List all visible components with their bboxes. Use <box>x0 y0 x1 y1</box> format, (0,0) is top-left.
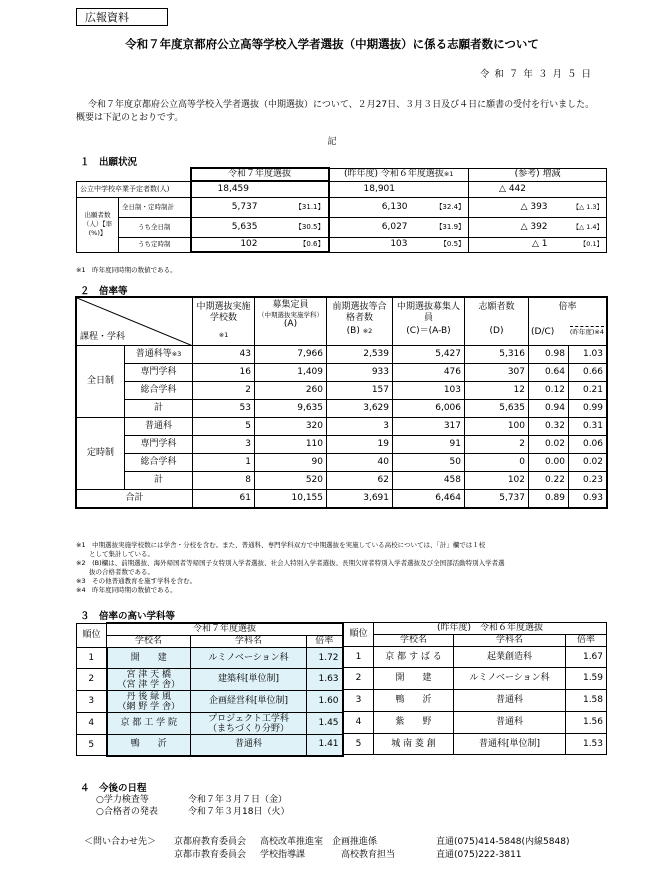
schedule-date: 令和７年３月18日（火） <box>188 807 290 817</box>
cell-ratio: 0.64 <box>529 364 569 382</box>
table-row <box>77 436 607 454</box>
school-cell: 京 都 工 学 院 <box>107 713 191 735</box>
col-prev-text: (昨年度) 令和６年度選抜 <box>344 169 444 179</box>
schedule-list <box>96 794 289 818</box>
sub-label: 専門学科 <box>125 364 193 382</box>
dept-cell: 普通科 <box>454 690 566 712</box>
dept-cell: 普通科 <box>191 735 307 756</box>
note-line: ※1 中期選抜実施学校数には学舎・分校を含む。また、普通科、専門学科双方で中期選抜を実施している高校については、「計」欄では１校 <box>76 541 486 549</box>
cur-value: 102 <box>191 237 261 252</box>
schedule-item <box>96 794 289 806</box>
note-line: 抜の合格者数である。 <box>76 568 154 576</box>
hdr-schools <box>193 298 255 346</box>
hdr-early-code: (B) <box>346 326 360 336</box>
school-cell: 宮 津 天 橋 <box>126 669 172 680</box>
cell-appl: 307 <box>465 364 529 382</box>
note-line: ※4 昨年度同時期の数値である。 <box>76 586 177 594</box>
hdr-early-text: 前期選抜等合格者数 <box>332 302 387 323</box>
cell-early: 40 <box>327 454 393 472</box>
dept-header: 学科名 <box>191 636 307 648</box>
prev-value: 6,130 <box>329 197 411 217</box>
ratio-header: 倍率 <box>566 635 607 647</box>
hdr-early <box>327 298 393 346</box>
note-line: ※2 (B)欄は、前期選抜、海外帰国者等帰国子女特別入学者選抜、社会人特別入学者選抜、長期欠席者特別入学者選抜及び全国部活動特別入学者選 <box>76 559 505 567</box>
cell-schools: 2 <box>193 382 255 400</box>
rank-cell: 4 <box>77 713 107 735</box>
ratio-header: 倍率 <box>307 636 343 648</box>
rank-cell: 4 <box>344 712 374 734</box>
corner-label: 課程・学科 <box>80 332 126 342</box>
cell-appl: 5,635 <box>465 400 529 418</box>
cur-rate: 【30.5】 <box>261 217 329 237</box>
grad-current: 18,459 <box>191 181 329 197</box>
rank-cell: 5 <box>77 735 107 756</box>
sub-label: 総合学科 <box>125 382 193 400</box>
table-row <box>77 713 343 735</box>
cell-appl: 5,316 <box>465 346 529 364</box>
table-row <box>344 690 607 712</box>
group-fulltime: 全日制 <box>77 346 125 418</box>
cell-mid: 458 <box>393 472 465 490</box>
table-row <box>77 382 607 400</box>
cell-early: 157 <box>327 382 393 400</box>
section2-heading: ２ 倍率等 <box>80 286 128 297</box>
hdr-ratio <box>529 298 607 346</box>
cell-ratio: 0.32 <box>529 418 569 436</box>
sub-label: 計 <box>125 472 193 490</box>
section1-note: ※1 昨年度同時期の数値である。 <box>76 266 177 274</box>
cell-ratio: 0.98 <box>529 346 569 364</box>
dept-cell: 普通科 <box>454 712 566 734</box>
dept-cell: 普通科[単位制] <box>454 734 566 755</box>
sub-label: 専門学科 <box>125 436 193 454</box>
sub-label: 普通科等 <box>135 349 172 359</box>
cell-ratio: 0.22 <box>529 472 569 490</box>
hdr-ratio-dc: (D/C) <box>531 326 555 337</box>
cell-early: 3,629 <box>327 400 393 418</box>
contact-dept: 学校指導課 高校教育担当 <box>260 850 396 860</box>
school-header: 学校名 <box>374 635 454 647</box>
school-sub: （網 野 学 舎） <box>117 701 181 712</box>
total-label: 合計 <box>77 490 193 508</box>
cell-mid: 103 <box>393 382 465 400</box>
press-release-tag <box>76 8 168 26</box>
hdr-quota <box>255 298 327 346</box>
contact-org: 京都府教育委員会 <box>174 837 247 847</box>
cell-prev: 0.93 <box>569 490 607 508</box>
cell-prev: 0.06 <box>569 436 607 454</box>
cur-rate: 【31.1】 <box>261 197 329 217</box>
diff-rate: 【△ 1.4】 <box>551 217 607 237</box>
prev-value: 6,027 <box>329 217 411 237</box>
cell-prev: 0.21 <box>569 382 607 400</box>
hdr-mid-code: (C)＝(A-B) <box>406 326 451 336</box>
hdr-schools-text: 中期選抜実施学校数 <box>196 302 251 323</box>
ratio-cell: 1.60 <box>307 691 343 713</box>
cell-quota: 520 <box>255 472 327 490</box>
cell-schools: 5 <box>193 418 255 436</box>
diff-value: △ 392 <box>469 217 551 237</box>
hdr-ratio-prev-mark: ※4 <box>594 328 605 336</box>
hdr-quota-sub: （中期選抜実施学科） <box>258 311 323 319</box>
ratio-cell: 1.63 <box>307 669 343 691</box>
table-row <box>77 364 607 382</box>
hdr-quota-text: 募集定員 <box>272 300 309 310</box>
cell-ratio: 0.89 <box>529 490 569 508</box>
cur-value: 5,635 <box>191 217 261 237</box>
row-label: うち全日制 <box>119 217 191 237</box>
table-row <box>77 197 607 217</box>
cell-quota: 10,155 <box>255 490 327 508</box>
dept-cell: 企画経営科[単位制] <box>191 691 307 713</box>
cell-mid: 476 <box>393 364 465 382</box>
diff-value: △ 393 <box>469 197 551 217</box>
ratio-cell: 1.67 <box>566 647 607 668</box>
table-row <box>77 648 343 669</box>
table-row <box>77 691 343 713</box>
cell-prev: 0.66 <box>569 364 607 382</box>
rank-cell: 3 <box>77 691 107 713</box>
hdr-schools-sub: ※1 <box>218 331 229 339</box>
cell-quota: 1,409 <box>255 364 327 382</box>
ratio-table <box>76 297 607 508</box>
dept-cell: プロジェクト工学科 <box>208 713 289 724</box>
col-prev-mark: ※1 <box>443 170 454 178</box>
table-row <box>77 472 607 490</box>
section4-heading: ４ 今後の日程 <box>80 783 147 794</box>
cell-appl: 12 <box>465 382 529 400</box>
col-prev <box>329 168 469 181</box>
school-header: 学校名 <box>107 636 191 648</box>
school-cell: 城 南 菱 創 <box>374 734 454 755</box>
table-row <box>77 217 607 237</box>
ranking-table-current <box>76 622 344 757</box>
ratio-cell: 1.58 <box>566 690 607 712</box>
contact-line <box>84 849 614 862</box>
cell-appl: 100 <box>465 418 529 436</box>
cell-ratio: 0.12 <box>529 382 569 400</box>
current-title: 令和７年度選抜 <box>107 623 343 636</box>
tag-text: 広報資料 <box>85 11 129 24</box>
cell-early: 933 <box>327 364 393 382</box>
applicants-label: 出願者数（人）【率(%)】 <box>77 197 119 252</box>
diff-value: △ 1 <box>469 237 551 252</box>
school-cell: 紫 野 <box>374 712 454 734</box>
diff-rate: 【0.1】 <box>551 237 607 252</box>
note-line: ※3 その他普通教育を施す学科を含む。 <box>76 577 197 585</box>
table-row <box>77 346 607 364</box>
hdr-early-sub: ※2 <box>362 327 373 335</box>
table-row <box>344 712 607 734</box>
cell-prev: 1.03 <box>569 346 607 364</box>
grad-prev: 18,901 <box>329 181 469 197</box>
ratio-cell: 1.72 <box>307 648 343 669</box>
ratio-cell: 1.53 <box>566 734 607 755</box>
section1-heading: １ 出願状況 <box>80 157 138 168</box>
schedule-label: ○学力検査等 <box>96 795 149 805</box>
sub-mark: ※3 <box>171 350 182 358</box>
cell-quota: 7,966 <box>255 346 327 364</box>
hdr-appl-text: 志願者数 <box>478 302 515 312</box>
table-row <box>344 668 607 690</box>
cell-schools: 61 <box>193 490 255 508</box>
schedule-label: ○合格者の発表 <box>96 807 158 817</box>
rank-cell: 5 <box>344 734 374 755</box>
cell-appl: 0 <box>465 454 529 472</box>
cell-ratio: 0.02 <box>529 436 569 454</box>
cell-early: 62 <box>327 472 393 490</box>
contact-dept: 高校改革推進室 企画推進係 <box>260 837 378 847</box>
cell-schools: 53 <box>193 400 255 418</box>
contact-block <box>84 836 614 862</box>
hdr-mid <box>393 298 465 346</box>
section3-heading: ３ 倍率の高い学科等 <box>80 611 176 622</box>
ratio-cell: 1.41 <box>307 735 343 756</box>
hdr-mid-text: 中期選抜募集人員 <box>396 302 460 323</box>
cell-prev: 0.02 <box>569 454 607 472</box>
cell-quota: 90 <box>255 454 327 472</box>
table-row <box>77 237 607 252</box>
cell-early: 3 <box>327 418 393 436</box>
total-row <box>77 490 607 508</box>
hdr-ratio-prev: (昨年度) <box>569 328 595 336</box>
col-current: 令和７年度選抜 <box>191 168 329 181</box>
section2-notes <box>76 541 616 595</box>
corner-cell <box>77 168 191 181</box>
cell-appl: 5,737 <box>465 490 529 508</box>
cell-schools: 8 <box>193 472 255 490</box>
school-cell: 鴨 沂 <box>374 690 454 712</box>
hdr-ratio-text: 倍率 <box>558 302 577 312</box>
table-row <box>344 647 607 668</box>
school-sub: （宮 津 学 舎） <box>117 679 181 690</box>
col-diff: (参考) 増減 <box>469 168 607 181</box>
cell-appl: 102 <box>465 472 529 490</box>
sub-label: 計 <box>125 400 193 418</box>
dept-cell: ルミノベーション科 <box>454 668 566 690</box>
page-title: 令和７年度京都府公立高等学校入学者選抜（中期選抜）に係る志願者数について <box>125 37 539 51</box>
rank-cell: 1 <box>77 648 107 669</box>
row-label: 全日制・定時制計 <box>119 197 191 217</box>
cell-appl: 2 <box>465 436 529 454</box>
ratio-cell: 1.45 <box>307 713 343 735</box>
cell-schools: 43 <box>193 346 255 364</box>
hdr-appl-code: (D) <box>489 326 504 336</box>
cell-quota: 260 <box>255 382 327 400</box>
contact-tel: 直通(075)222-3811 <box>436 850 522 860</box>
school-cell: 丹 後 緑 風 <box>126 691 172 702</box>
cell-ratio: 0.94 <box>529 400 569 418</box>
cell-schools: 3 <box>193 436 255 454</box>
prev-rate: 【32.4】 <box>411 197 469 217</box>
contact-line <box>84 836 614 849</box>
contact-org: 京都市教育委員会 <box>174 850 247 860</box>
cell-early: 19 <box>327 436 393 454</box>
cell-prev: 0.31 <box>569 418 607 436</box>
release-date: 令 和 ７ 年 ３ 月 ５ 日 <box>479 69 592 80</box>
sub-label: 普通科 <box>125 418 193 436</box>
cell-mid: 91 <box>393 436 465 454</box>
ratio-cell: 1.59 <box>566 668 607 690</box>
cell-quota: 110 <box>255 436 327 454</box>
rank-cell: 3 <box>344 690 374 712</box>
cell-ratio: 0.00 <box>529 454 569 472</box>
schedule-item <box>96 806 289 818</box>
dept-sub: （まちづくり分野） <box>208 723 289 734</box>
row-label: うち定時制 <box>119 237 191 252</box>
table-row <box>77 454 607 472</box>
school-cell: 開 建 <box>107 648 191 669</box>
diff-rate: 【△ 1.3】 <box>551 197 607 217</box>
cell-mid: 5,427 <box>393 346 465 364</box>
table-row <box>77 735 343 756</box>
rank-header: 順位 <box>344 623 374 647</box>
cell-mid: 6,464 <box>393 490 465 508</box>
contact-label: ＜問い合わせ先＞ <box>84 837 157 847</box>
dept-cell: 起業創造科 <box>454 647 566 668</box>
contact-tel: 直通(075)414-5848(内線5848) <box>436 837 570 847</box>
prev-title: (昨年度) 令和６年度選抜 <box>374 623 607 635</box>
cell-early: 2,539 <box>327 346 393 364</box>
rank-cell: 2 <box>77 669 107 691</box>
ranking-table-previous <box>343 622 607 755</box>
table-row <box>77 669 343 691</box>
group-parttime: 定時制 <box>77 418 125 490</box>
cell-quota: 9,635 <box>255 400 327 418</box>
table-row <box>344 734 607 755</box>
school-cell: 鴨 沂 <box>107 735 191 756</box>
application-status-table <box>76 167 607 253</box>
cur-value: 5,737 <box>191 197 261 217</box>
school-cell: 開 建 <box>374 668 454 690</box>
cell-mid: 317 <box>393 418 465 436</box>
table-row <box>77 418 607 436</box>
cell-quota: 320 <box>255 418 327 436</box>
cell-mid: 6,006 <box>393 400 465 418</box>
prev-rate: 【31.9】 <box>411 217 469 237</box>
hdr-appl <box>465 298 529 346</box>
rank-cell: 2 <box>344 668 374 690</box>
row-grad-label: 公立中学校卒業予定者数(人) <box>77 181 191 197</box>
prev-rate: 【0.5】 <box>411 237 469 252</box>
dept-cell: ルミノベーション科 <box>191 648 307 669</box>
cell-schools: 1 <box>193 454 255 472</box>
intro-paragraph: 令和７年度京都府公立高等学校入学者選抜（中期選抜）について、２月27日、３月３日及び４日に願書の受付を行いました。概要は下記のとおりです。 <box>76 100 595 123</box>
rank-cell: 1 <box>344 647 374 668</box>
cell-schools: 16 <box>193 364 255 382</box>
cell-early: 3,691 <box>327 490 393 508</box>
cell-prev: 0.99 <box>569 400 607 418</box>
ratio-cell: 1.56 <box>566 712 607 734</box>
school-cell: 京 都 す ば る <box>374 647 454 668</box>
ki-mark: 記 <box>327 137 337 147</box>
cell-prev: 0.23 <box>569 472 607 490</box>
grad-diff: △ 442 <box>469 181 607 197</box>
note-line: として集計している。 <box>76 550 154 558</box>
table-row <box>77 400 607 418</box>
hdr-quota-code: (A) <box>283 319 298 329</box>
corner-header <box>77 298 193 346</box>
dept-header: 学科名 <box>454 635 566 647</box>
cell-mid: 50 <box>393 454 465 472</box>
prev-value: 103 <box>329 237 411 252</box>
schedule-date: 令和７年３月７日（金） <box>188 795 288 805</box>
sub-label: 総合学科 <box>125 454 193 472</box>
cur-rate: 【0.6】 <box>261 237 329 252</box>
rank-header: 順位 <box>77 623 107 648</box>
dept-cell: 建築科[単位制] <box>191 669 307 691</box>
